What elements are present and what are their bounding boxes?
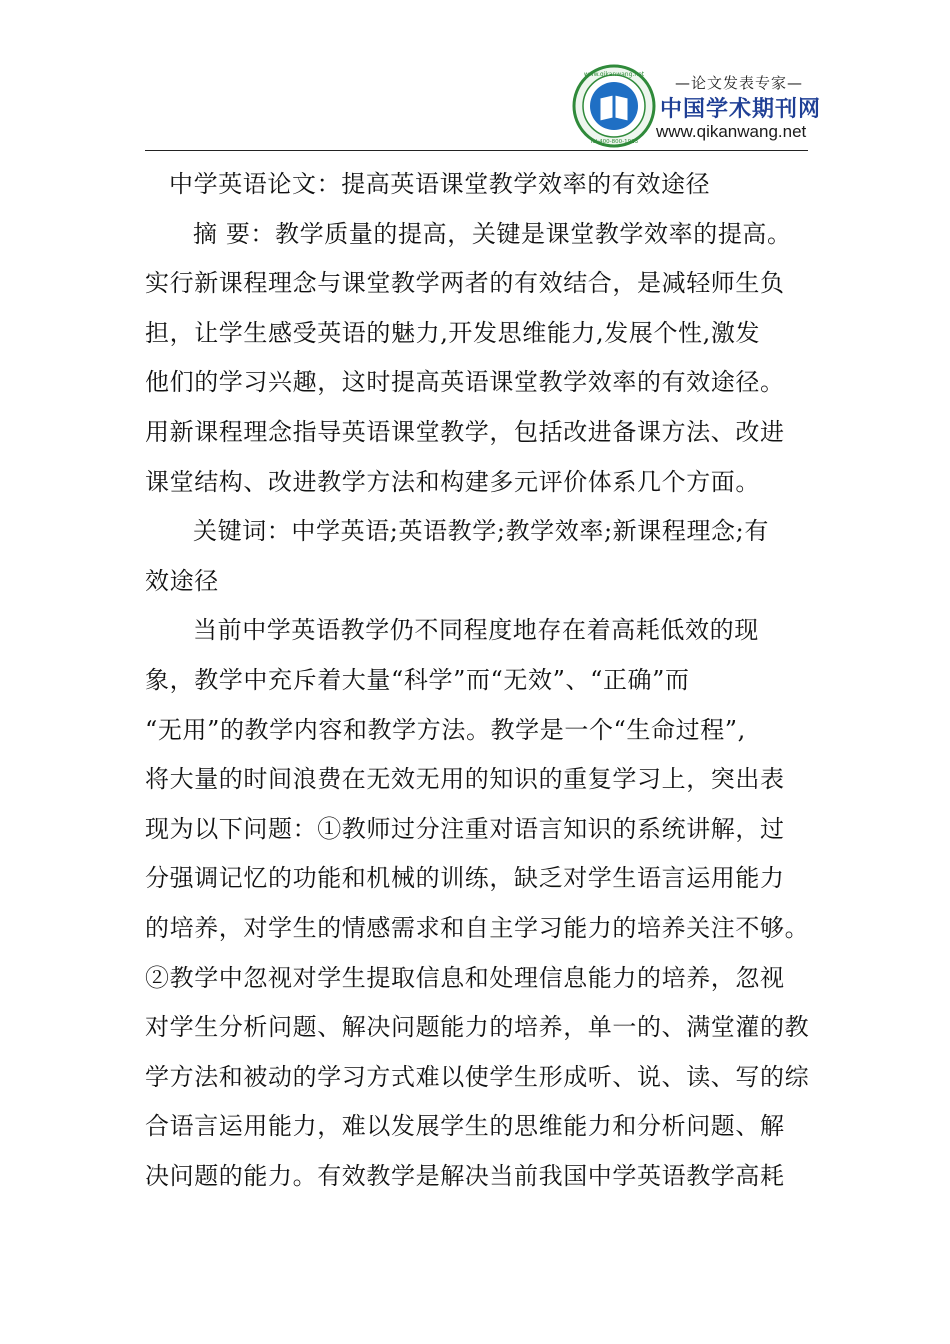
keywords-line: 关键词：中学英语;英语教学;教学效率;新课程理念;有 — [193, 517, 769, 546]
body-paragraph-line: 对学生分析问题、解决问题能力的培养，单一的、满堂灌的教 — [145, 1013, 810, 1042]
abstract-line: 实行新课程理念与课堂教学两者的有效结合，是减轻师生负 — [145, 269, 785, 298]
body-paragraph-line: 将大量的时间浪费在无效无用的知识的重复学习上，突出表 — [145, 765, 785, 794]
body-paragraph-line: 象，教学中充斥着大量“科学”而“无效”、“正确”而 — [145, 665, 690, 694]
body-paragraph-line: 学方法和被动的学习方式难以使学生形成听、说、读、写的综 — [145, 1062, 810, 1091]
abstract-line: 用新课程理念指导英语课堂教学，包括改进备课方法、改进 — [145, 417, 785, 446]
body-paragraph-line: ②教学中忽视对学生提取信息和处理信息能力的培养，忽视 — [145, 963, 785, 992]
body-paragraph-line: 合语言运用能力，难以发展学生的思维能力和分析问题、解 — [145, 1112, 785, 1141]
body-paragraph-line: “无用”的教学内容和教学方法。教学是一个“生命过程”, — [145, 715, 746, 744]
logo-title: 中国学术期刊网 — [660, 97, 822, 122]
document-title: 中学英语论文：提高英语课堂教学效率的有效途径 — [169, 170, 711, 198]
page-header — [0, 0, 950, 152]
seal-text-top: www.qikanwang.net — [583, 71, 645, 78]
body-paragraph-line: 的培养，对学生的情感需求和自主学习能力的培养关注不够。 — [145, 913, 810, 942]
qikanwang-seal-logo-icon — [572, 64, 656, 148]
logo-tagline: —论文发表专家— — [674, 74, 803, 92]
logo-url: www.qikanwang.net — [656, 122, 807, 141]
body-paragraph-line: 现为以下问题：①教师过分注重对语言知识的系统讲解，过 — [145, 814, 785, 843]
body-paragraph-line: 当前中学英语教学仍不同程度地存在着高耗低效的现 — [193, 616, 759, 645]
abstract-line: 他们的学习兴趣，这时提高英语课堂教学效率的有效途径。 — [145, 368, 785, 397]
seal-text-bottom: Tel:400-800-1923 — [589, 139, 639, 145]
body-paragraph-line: 分强调记忆的功能和机械的训练，缺乏对学生语言运用能力 — [145, 864, 785, 893]
abstract-line: 摘 要：教学质量的提高，关键是课堂教学效率的提高。 — [193, 219, 792, 248]
header-divider — [145, 150, 808, 151]
abstract-line: 课堂结构、改进教学方法和构建多元评价体系几个方面。 — [145, 467, 760, 496]
abstract-line: 担，让学生感受英语的魅力,开发思维能力,发展个性,激发 — [145, 318, 761, 347]
body-paragraph-line: 决问题的能力。有效教学是解决当前我国中学英语教学高耗 — [145, 1161, 785, 1190]
keywords-line: 效途径 — [145, 566, 219, 595]
document-body — [145, 160, 825, 1201]
